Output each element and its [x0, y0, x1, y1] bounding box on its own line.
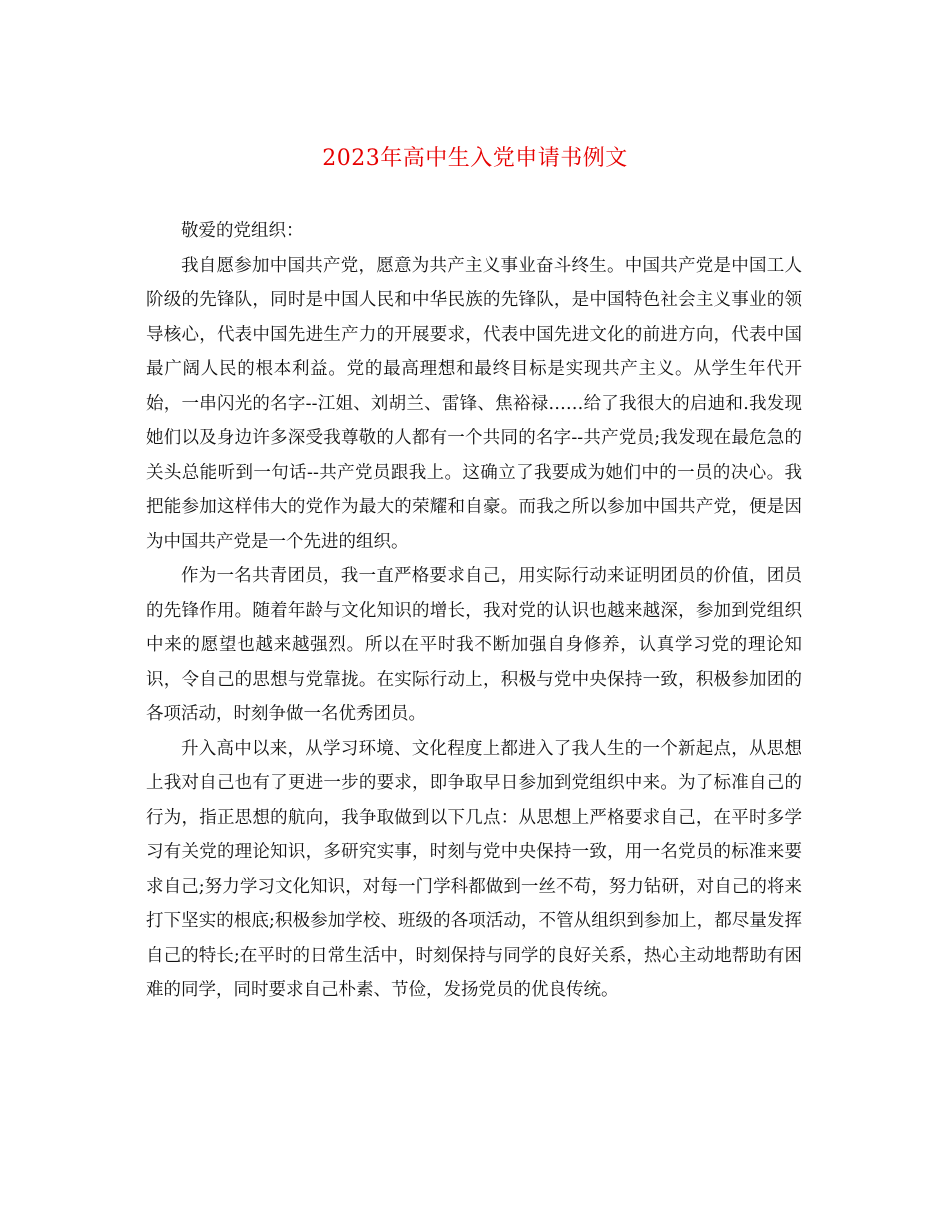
paragraph-1: 我自愿参加中国共产党，愿意为共产主义事业奋斗终生。中国共产党是中国工人阶级的先锋队，同时是中国人民和中华民族的先锋队，是中国特色社会主义事业的领导核心，代表中国先进生产力的开展要求，代表中国先进文化的前进方向，代表中国最广阔人民的根本利益。党的最高理想和最终目标是实现共产主义。从学生年代开始，一串闪光的名字--江姐、刘胡兰、雷锋、焦裕禄……给了我很大的启迪和.我发现她们以及身边许多深受我尊敬的人都有一个共同的名字--共产党员;我发现在最危急的关头总能听到一句话--共产党员跟我上。这确立了我要成为她们中的一员的决心。我把能参加这样伟大的党作为最大的荣耀和自豪。而我之所以参加中国共产党，便是因为中国共产党是一个先进的组织。 — [146, 255, 802, 552]
document-title: 2023年高中生入党申请书例文 — [322, 146, 628, 171]
paragraph-2: 作为一名共青团员，我一直严格要求自己，用实际行动来证明团员的价值，团员的先锋作用。随着年龄与文化知识的增长，我对党的认识也越来越深，参加到党组织中来的愿望也越来越强烈。所以在平时我不断加强自身修养，认真学习党的理论知识，令自己的思想与党靠拢。在实际行动上，积极与党中央保持一致，积极参加团的各项活动，时刻争做一名优秀团员。 — [146, 566, 802, 724]
salutation: 敬爱的党组织： — [181, 221, 304, 241]
paragraph-3: 升入高中以来，从学习环境、文化程度上都进入了我人生的一个新起点，从思想上我对自己也有了更进一步的要求，即争取早日参加到党组织中来。为了标准自己的行为，指正思想的航向，我争取做到以下几点：从思想上严格要求自己，在平时多学习有关党的理论知识，多研究实事，时刻与党中央保持一致，用一名党员的标准来要求自己;努力学习文化知识，对每一门学科都做到一丝不苟，努力钻研，对自己的将来打下坚实的根底;积极参加学校、班级的各项活动，不管从组织到参加上，都尽量发挥自己的特长;在平时的日常生活中，时刻保持与同学的良好关系，热心主动地帮助有困难的同学，同时要求自己朴素、节俭，发扬党员的优良传统。 — [146, 738, 802, 1000]
document-body — [146, 214, 802, 1008]
